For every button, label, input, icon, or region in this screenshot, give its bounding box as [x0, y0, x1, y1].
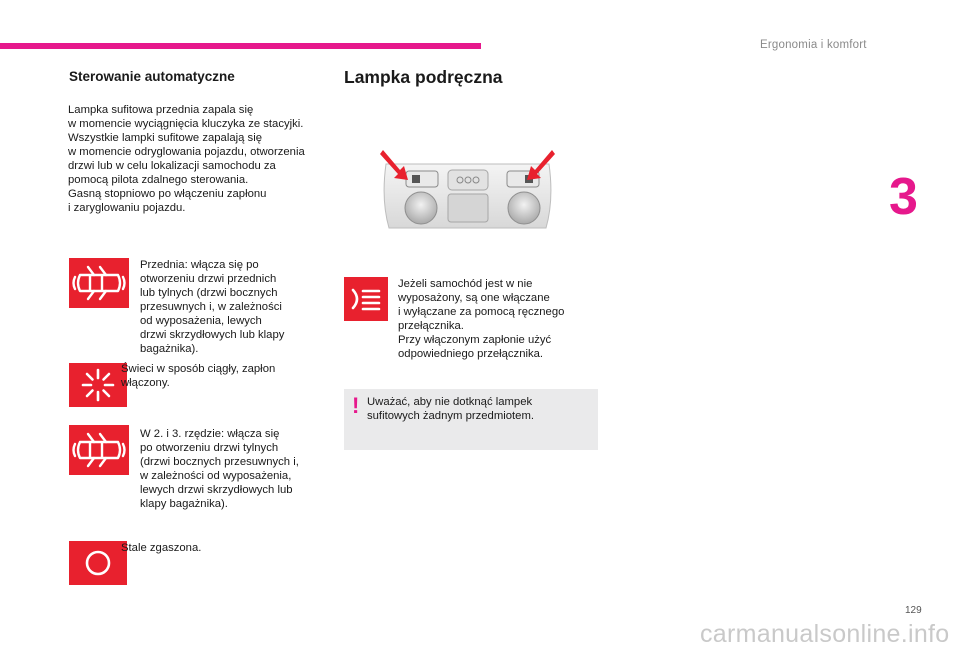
reading-lamp-icon	[344, 277, 388, 321]
warning-text: Uważać, aby nie dotknąć lampek sufitowych żadnym przedmiotem.	[367, 396, 535, 422]
continuous-lamp-description: Świeci w sposób ciągły, zapłon włączony.	[121, 363, 276, 389]
sun-light-icon	[69, 363, 127, 407]
circle-off-icon	[69, 541, 127, 585]
section-title: Ergonomia i komfort	[760, 39, 867, 51]
exclamation-icon: !	[352, 393, 360, 418]
header-accent-bar	[0, 43, 481, 49]
page-number: 129	[905, 605, 922, 616]
car-doors-open-icon	[69, 425, 129, 475]
rear-rows-lamp-description: W 2. i 3. rzędzie: włącza się po otworzeniu drzwi tylnych (drzwi bocznych przesuwnych i, w zależności od wyposażenia, lewych drzwi skrzydłowych lub klapy bagażnika).	[140, 428, 299, 510]
automatic-control-intro: Lampka sufitowa przednia zapala się w momencie wyciągnięcia kluczyka ze stacyjki. Wszystkie lampki sufitowe zapalają się w momencie odryglowania pojazdu, otworzenia drzwi lub w celu lokalizacji samochodu za pomocą pilota zdalnego sterowania. Gasną stopniowo po włączeniu zapłonu i zaryglowaniu pojazdu.	[68, 104, 305, 214]
chapter-number: 3	[889, 168, 918, 226]
reading-lamp-heading: Lampka podręczna	[344, 67, 503, 87]
reading-lamp-description: Jeżeli samochód jest w nie wyposażony, są one włączane i wyłączane za pomocą ręcznego przełącznika. Przy włączonym zapłonie użyć odpowiedniego przełącznika.	[398, 278, 565, 360]
ceiling-lamp-illustration	[378, 150, 557, 231]
car-doors-open-icon	[69, 258, 129, 308]
front-lamp-description: Przednia: włącza się po otworzeniu drzwi przednich lub tylnych (drzwi bocznych przesuwnych i, w zależności od wyposażenia, lewych drzwi skrzydłowych lub klapy bagażnika).	[140, 259, 285, 355]
automatic-control-heading: Sterowanie automatyczne	[69, 69, 235, 84]
lamp-off-description: Stale zgaszona.	[121, 542, 202, 554]
watermark: carmanualsonline.info	[700, 620, 950, 648]
